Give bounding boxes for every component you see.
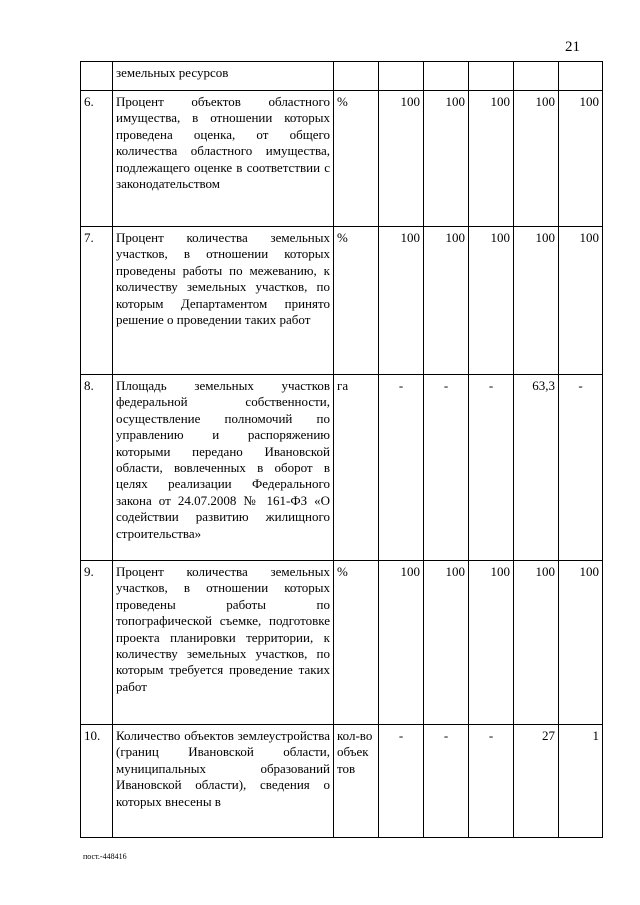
row-number: 10. — [81, 725, 113, 838]
value-cell: 100 — [379, 561, 424, 725]
value-cell: 100 — [514, 227, 559, 375]
value-cell: - — [424, 375, 469, 561]
table-row — [81, 227, 603, 375]
value-cell: - — [469, 375, 514, 561]
value-cell: 100 — [424, 227, 469, 375]
value-cell: - — [379, 725, 424, 838]
value-cell — [424, 62, 469, 91]
value-cell: 1 — [559, 725, 603, 838]
unit-cell: % — [334, 91, 379, 227]
indicator-name: Процент количества земельных участков, в отношении которых проведены работы по топографической съемке, подготовке проекта планировки территории, к количеству земельных участков, по которым требуется проведение таких работ — [113, 561, 334, 725]
value-cell: 100 — [559, 227, 603, 375]
indicator-name: Процент количества земельных участков, в отношении которых проведены работы по межеванию, к количеству земельных участков, по которым Департаментом принято решение о проведении таких работ — [113, 227, 334, 375]
row-number: 8. — [81, 375, 113, 561]
unit-cell: га — [334, 375, 379, 561]
table-row — [81, 725, 603, 838]
value-cell: 100 — [379, 227, 424, 375]
table-row — [81, 375, 603, 561]
table-row — [81, 561, 603, 725]
indicator-name: земельных ресурсов — [113, 62, 334, 91]
indicator-name: Площадь земельных участков федеральной собственности, осуществление полномочий по управлению и распоряжению которыми передано Ивановской области, вовлеченных в оборот в целях реализации Федерального закона от 24.07.2008 № 161-ФЗ «О содействии развитию жилищного строительства» — [113, 375, 334, 561]
value-cell: 63,3 — [514, 375, 559, 561]
value-cell: - — [379, 375, 424, 561]
value-cell: 100 — [424, 561, 469, 725]
row-number: 9. — [81, 561, 113, 725]
value-cell — [514, 62, 559, 91]
unit-cell: кол-во объек тов — [334, 725, 379, 838]
value-cell: 100 — [379, 91, 424, 227]
unit-cell: % — [334, 561, 379, 725]
value-cell: 100 — [469, 227, 514, 375]
footer-document-code: пост.-448416 — [83, 852, 127, 861]
value-cell — [379, 62, 424, 91]
value-cell: 100 — [559, 91, 603, 227]
value-cell: 100 — [469, 91, 514, 227]
value-cell: 27 — [514, 725, 559, 838]
indicators-table — [80, 61, 603, 838]
indicator-name: Процент объектов областного имущества, в отношении которых проведена оценка, от общего количества областного имущества, подлежащего оценке в соответствии с законодательством — [113, 91, 334, 227]
page-number: 21 — [565, 39, 580, 55]
value-cell: - — [559, 375, 603, 561]
value-cell: 100 — [559, 561, 603, 725]
value-cell: - — [469, 725, 514, 838]
value-cell: 100 — [424, 91, 469, 227]
row-number: 6. — [81, 91, 113, 227]
value-cell: - — [424, 725, 469, 838]
table-row — [81, 62, 603, 91]
indicator-name: Количество объектов землеустройства (границ Ивановской области, муниципальных образований Ивановской области), сведения о которых внесены в — [113, 725, 334, 838]
value-cell: 100 — [514, 91, 559, 227]
value-cell — [469, 62, 514, 91]
table-row — [81, 91, 603, 227]
row-number — [81, 62, 113, 91]
value-cell: 100 — [514, 561, 559, 725]
row-number: 7. — [81, 227, 113, 375]
unit-cell: % — [334, 227, 379, 375]
value-cell — [559, 62, 603, 91]
value-cell: 100 — [469, 561, 514, 725]
unit-cell — [334, 62, 379, 91]
